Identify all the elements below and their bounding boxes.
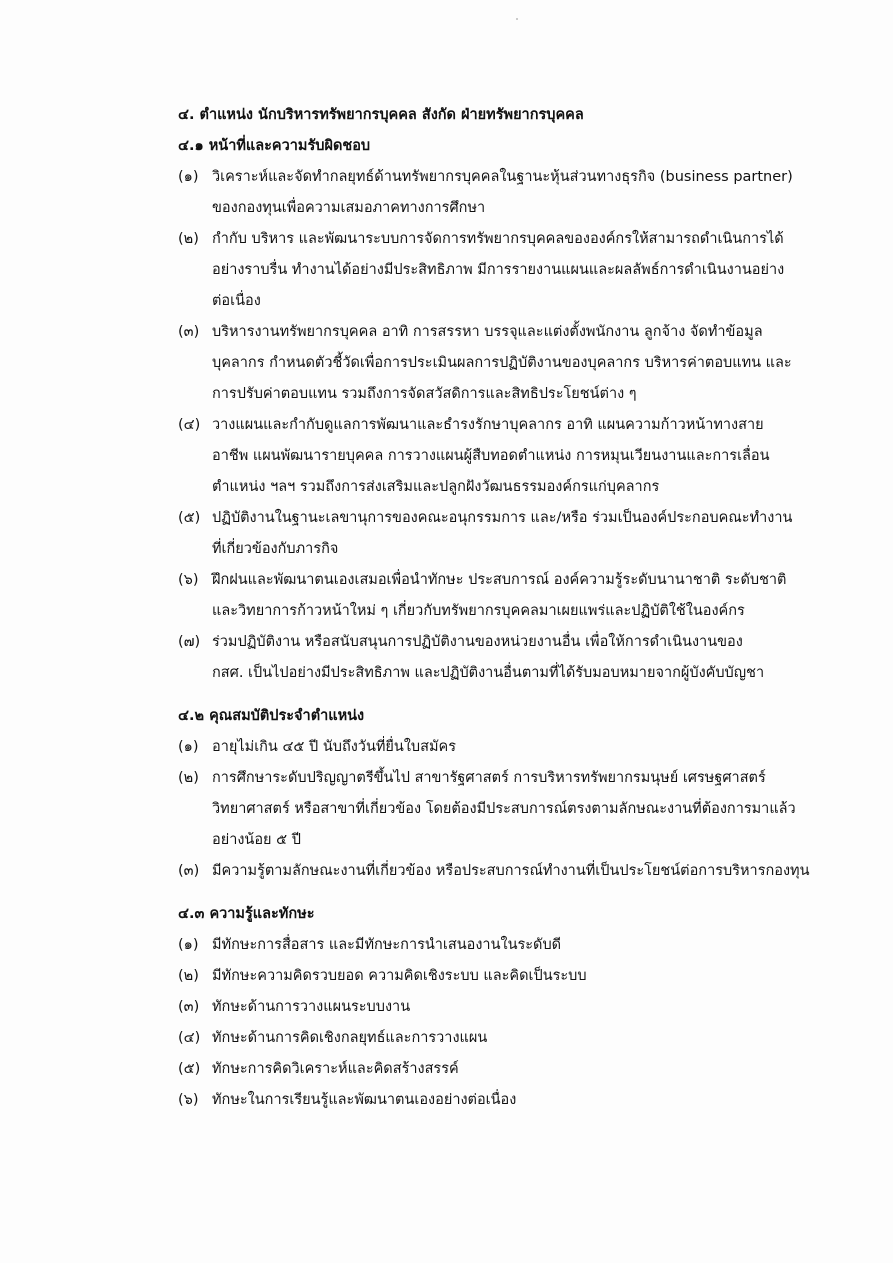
item-number: (๖): [178, 1092, 199, 1108]
item-text: [212, 992, 818, 1023]
scan-speck: [516, 18, 518, 20]
item-number: (๔): [178, 1030, 201, 1046]
qualifications-section: [178, 701, 818, 887]
item-text: [212, 410, 818, 503]
item-number: (๑): [178, 739, 199, 755]
item-text-line: ทักษะในการเรียนรู้และพัฒนาตนเองอย่างต่อเนื่อง: [212, 1092, 517, 1108]
item-number: (๒): [178, 231, 199, 247]
list-item: [178, 162, 818, 224]
item-number: (๔): [178, 417, 201, 433]
list-item: [178, 961, 818, 992]
item-text-line: วางแผนและกำกับดูแลการพัฒนาและธำรงรักษาบุคลากร อาทิ แผนความก้าวหน้าทางสาย: [212, 417, 764, 433]
list-item: [178, 1054, 818, 1085]
item-text-line: ที่เกี่ยวข้องกับภารกิจ: [212, 541, 339, 557]
list-item: [178, 503, 818, 565]
item-text-line: ทักษะด้านการวางแผนระบบงาน: [212, 999, 411, 1015]
list-item: [178, 627, 818, 689]
item-text: [212, 1054, 818, 1085]
item-number: (๕): [178, 510, 201, 526]
item-text-line: วิเคราะห์และจัดทำกลยุทธ์ด้านทรัพยากรบุคคลในฐานะหุ้นส่วนทางธุรกิจ (business partner): [212, 169, 793, 185]
item-number: (๒): [178, 770, 199, 786]
item-text: [212, 1085, 818, 1116]
item-text: [212, 732, 818, 763]
list-item: [178, 317, 818, 410]
item-text: [212, 961, 818, 992]
item-text-line: อย่างราบรื่น ทำงานได้อย่างมีประสิทธิภาพ มีการรายงานแผนและผลลัพธ์การดำเนินงานอย่าง: [212, 262, 785, 278]
section-heading: ๔.๑ หน้าที่และความรับผิดชอบ: [178, 138, 371, 154]
item-text: [212, 162, 818, 224]
item-number: (๓): [178, 324, 200, 340]
item-number: (๑): [178, 169, 199, 185]
item-number: (๗): [178, 634, 201, 650]
item-text-line: มีทักษะความคิดรวบยอด ความคิดเชิงระบบ และคิดเป็นระบบ: [212, 968, 587, 984]
list-item: [178, 224, 818, 317]
item-text-line: บริหารงานทรัพยากรบุคคล อาทิ การสรรหา บรรจุและแต่งตั้งพนักงาน ลูกจ้าง จัดทำข้อมูล: [212, 324, 763, 340]
item-text-line: การศึกษาระดับปริญญาตรีขึ้นไป สาขารัฐศาสตร์ การบริหารทรัพยากรมนุษย์ เศรษฐศาสตร์: [212, 770, 766, 786]
item-text: [212, 763, 818, 856]
item-text-line: และวิทยาการก้าวหน้าใหม่ ๆ เกี่ยวกับทรัพยากรบุคคลมาเผยแพร่และปฏิบัติใช้ในองค์กร: [212, 603, 745, 619]
item-text-line: กำกับ บริหาร และพัฒนาระบบการจัดการทรัพยากรบุคคลขององค์กรให้สามารถดำเนินการได้: [212, 231, 784, 247]
item-text: [212, 565, 818, 627]
position-title: ๔. ตำแหน่ง นักบริหารทรัพยากรบุคคล สังกัด ฝ่ายทรัพยากรบุคคล: [178, 107, 584, 123]
list-item: [178, 763, 818, 856]
item-text-line: อายุไม่เกิน ๔๕ ปี นับถึงวันที่ยื่นใบสมัคร: [212, 739, 457, 755]
item-text: [212, 224, 818, 317]
section-gap: [178, 689, 818, 701]
item-text-line: ฝึกฝนและพัฒนาตนเองเสมอเพื่อนำทักษะ ประสบการณ์ องค์ความรู้ระดับนานาชาติ ระดับชาติ: [212, 572, 787, 588]
item-number: (๓): [178, 999, 200, 1015]
skills-section: [178, 899, 818, 1116]
item-text-line: ปฏิบัติงานในฐานะเลขานุการของคณะอนุกรรมการ และ/หรือ ร่วมเป็นองค์ประกอบคณะทำงาน: [212, 510, 793, 526]
list-item: [178, 565, 818, 627]
item-text: [212, 1023, 818, 1054]
section-heading: ๔.๓ ความรู้และทักษะ: [178, 906, 315, 922]
item-text-line: ต่อเนื่อง: [212, 293, 261, 309]
item-text-line: อาชีพ แผนพัฒนารายบุคคล การวางแผนผู้สืบทอดตำแหน่ง การหมุนเวียนงานและการเลื่อน: [212, 448, 770, 464]
list-item: [178, 992, 818, 1023]
item-text-line: มีทักษะการสื่อสาร และมีทักษะการนำเสนองานในระดับดี: [212, 937, 562, 953]
item-text-line: การปรับค่าตอบแทน รวมถึงการจัดสวัสดิการและสิทธิประโยชน์ต่าง ๆ: [212, 386, 637, 402]
item-text-line: ร่วมปฏิบัติงาน หรือสนับสนุนการปฏิบัติงานของหน่วยงานอื่น เพื่อให้การดำเนินงานของ: [212, 634, 743, 650]
list-item: [178, 856, 818, 887]
list-item: [178, 410, 818, 503]
item-text: [212, 317, 818, 410]
item-number: (๖): [178, 572, 199, 588]
item-text: [212, 503, 818, 565]
item-text-line: กสศ. เป็นไปอย่างมีประสิทธิภาพ และปฏิบัติงานอื่นตามที่ได้รับมอบหมายจากผู้บังคับบัญชา: [212, 665, 765, 681]
item-text-line: ของกองทุนเพื่อความเสมอภาคทางการศึกษา: [212, 200, 486, 216]
item-text: [212, 627, 818, 689]
item-text-line: บุคลากร กำหนดตัวชี้วัดเพื่อการประเมินผลการปฏิบัติงานของบุคลากร บริหารค่าตอบแทน และ: [212, 355, 792, 371]
item-number: (๕): [178, 1061, 201, 1077]
item-text: [212, 930, 818, 961]
list-item: [178, 930, 818, 961]
item-text-line: มีความรู้ตามลักษณะงานที่เกี่ยวข้อง หรือประสบการณ์ทำงานที่เป็นประโยชน์ต่อการบริหารกองทุน: [212, 863, 810, 879]
item-text: [212, 856, 818, 887]
item-text-line: ทักษะการคิดวิเคราะห์และคิดสร้างสรรค์: [212, 1061, 459, 1077]
document-body: [178, 100, 818, 1116]
item-text-line: ตำแหน่ง ฯลฯ รวมถึงการส่งเสริมและปลูกฝังวัฒนธรรมองค์กรแก่บุคลากร: [212, 479, 660, 495]
list-item: [178, 1085, 818, 1116]
list-item: [178, 1023, 818, 1054]
list-item: [178, 732, 818, 763]
item-number: (๑): [178, 937, 199, 953]
section-heading: ๔.๒ คุณสมบัติประจำตำแหน่ง: [178, 708, 365, 724]
duties-section: [178, 131, 818, 689]
item-number: (๒): [178, 968, 199, 984]
item-number: (๓): [178, 863, 200, 879]
item-text-line: ทักษะด้านการคิดเชิงกลยุทธ์และการวางแผน: [212, 1030, 488, 1046]
item-text-line: อย่างน้อย ๕ ปี: [212, 832, 301, 848]
section-gap: [178, 887, 818, 899]
item-text-line: วิทยาศาสตร์ หรือสาขาที่เกี่ยวข้อง โดยต้องมีประสบการณ์ตรงตามลักษณะงานที่ต้องการมาแล้ว: [212, 801, 796, 817]
